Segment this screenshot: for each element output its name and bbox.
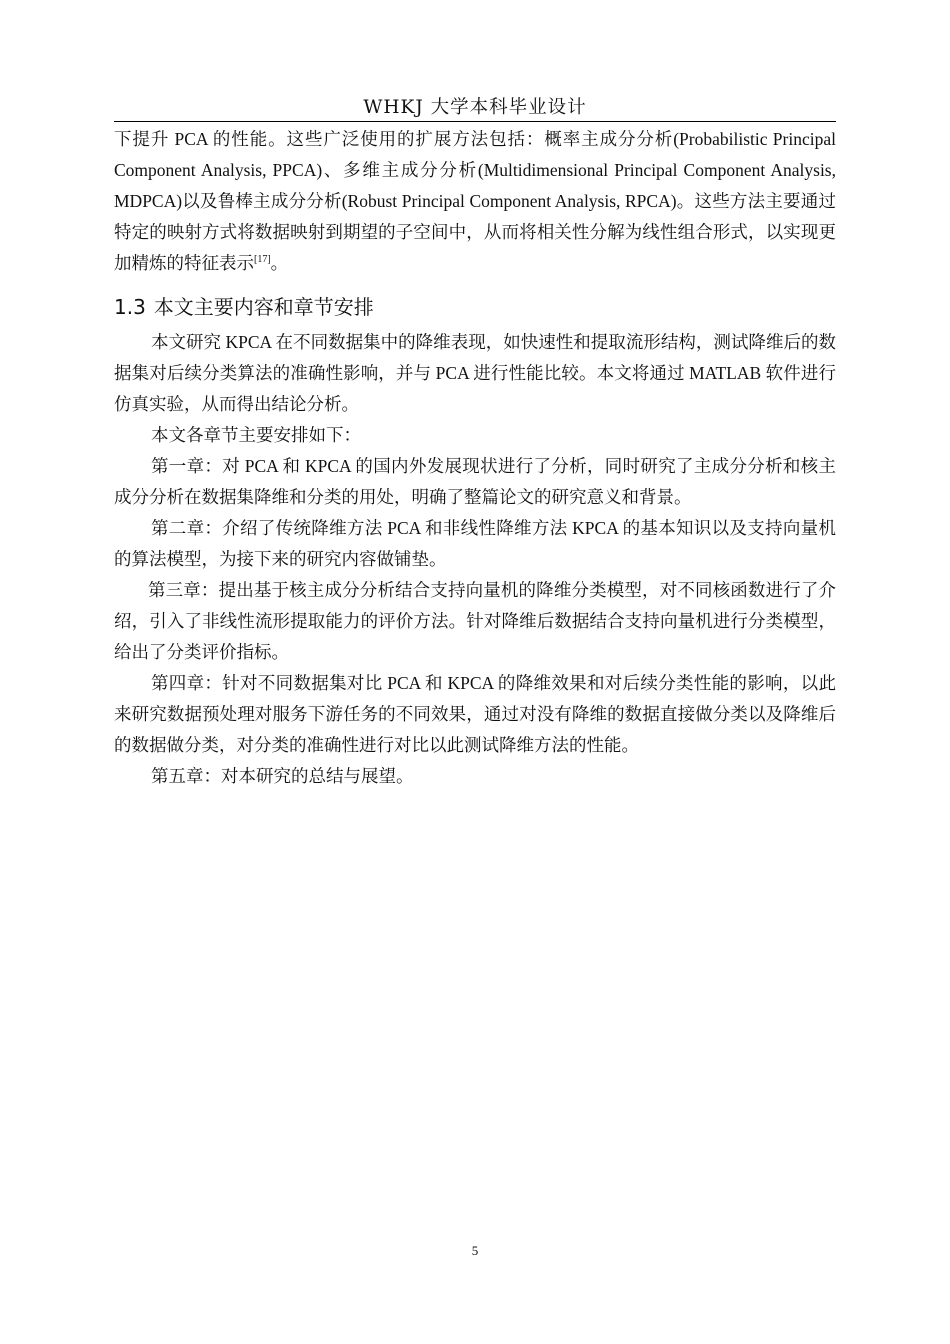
intro-text: 下提升 PCA 的性能。这些广泛使用的扩展方法包括：概率主成分分析(Probabilistic Principal Component Analysis, PPCA)、多维主成分分析(Multidimensional Principal Component Analysis, MDPCA)以及鲁棒主成分分析(Robust Principal Component Analysis, RPCA)。这些方法主要通过特定的映射方式将数据映射到期望的子空间中，从而将相关性分解为线性组合形式，以实现更加精炼的特征表示 <box>114 129 836 273</box>
section-title: 本文主要内容和章节安排 <box>153 295 374 319</box>
intro-paragraph <box>114 124 836 279</box>
running-header: WHKJ 大学本科毕业设计 <box>363 97 587 118</box>
chapter-summary-1: 第一章：对 PCA 和 KPCA 的国内外发展现状进行了分析，同时研究了主成分分析和核主成分分析在数据集降维和分类的用处，明确了整篇论文的研究意义和背景。 <box>114 456 836 507</box>
body-paragraph: 本文各章节主要安排如下： <box>151 425 361 445</box>
section-heading <box>114 293 836 321</box>
chapter-summary-2: 第二章：介绍了传统降维方法 PCA 和非线性降维方法 KPCA 的基本知识以及支持向量机的算法模型，为接下来的研究内容做铺垫。 <box>114 518 836 569</box>
body-paragraph: 本文研究 KPCA 在不同数据集中的降维表现，如快速性和提取流形结构，测试降维后的数据集对后续分类算法的准确性影响，并与 PCA 进行性能比较。本文将通过 MATLAB 软件进行仿真实验，从而得出结论分析。 <box>114 332 836 414</box>
header-divider <box>114 121 836 122</box>
section-number: 1.3 <box>114 295 146 319</box>
citation-reference: [17] <box>254 254 271 266</box>
page-body <box>114 124 836 792</box>
chapter-summary-4: 第四章：针对不同数据集对比 PCA 和 KPCA 的降维效果和对后续分类性能的影响，以此来研究数据预处理对服务下游任务的不同效果，通过对没有降维的数据直接做分类以及降维后的数据做分类，对分类的准确性进行对比以此测试降维方法的性能。 <box>114 673 836 755</box>
chapter-summary-3: 第三章：提出基于核主成分分析结合支持向量机的降维分类模型，对不同核函数进行了介绍，引入了非线性流形提取能力的评价方法。针对降维后数据结合支持向量机进行分类模型，给出了分类评价指标。 <box>114 580 836 662</box>
chapter-summary-5: 第五章：对本研究的总结与展望。 <box>151 766 414 786</box>
intro-text-end: 。 <box>270 253 289 273</box>
page-number: 5 <box>471 1243 479 1258</box>
